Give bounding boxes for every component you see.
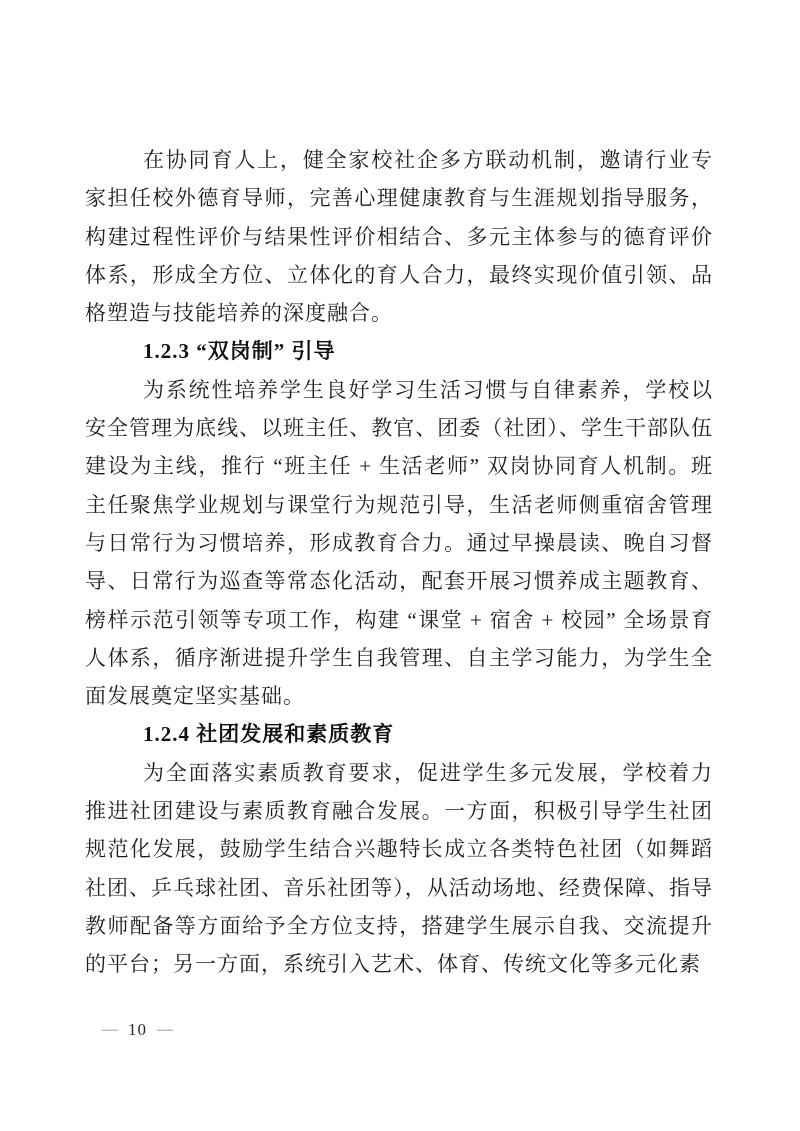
document-body bbox=[85, 141, 713, 984]
paragraph: 为系统性培养学生良好学习生活习惯与自律素养，学校以安全管理为底线、以班主任、教官、团委（社团）、学生干部队伍建设为主线，推行 “班主任 + 生活老师” 双岗协同育人机制。班主任聚焦学业规划与课堂行为规范引导，生活老师侧重宿舍管理与日常行为习惯培养，形成教育合力。通过早操晨读、晚自习督导、日常行为巡查等常态化活动，配套开展习惯养成主题教育、榜样示范引领等专项工作，构建 “课堂 + 宿舍 + 校园” 全场景育人体系，循序渐进提升学生自我管理、自主学习能力，为学生全面发展奠定坚实基础。 bbox=[85, 377, 713, 709]
section-heading-1-2-4: 1.2.4 社团发展和素质教育 bbox=[143, 722, 395, 747]
paragraph: 在协同育人上，健全家校社企多方联动机制，邀请行业专家担任校外德育导师，完善心理健康教育与生涯规划指导服务，构建过程性评价与结果性评价相结合、多元主体参与的德育评价体系，形成全方位、立体化的育人合力，最终实现价值引领、品格塑造与技能培养的深度融合。 bbox=[85, 148, 713, 326]
page-number: 10 bbox=[128, 1020, 147, 1039]
footer-dash-right: — bbox=[157, 1021, 173, 1038]
paragraph: 为全面落实素质教育要求，促进学生多元发展，学校着力推进社团建设与素质教育融合发展。一方面，积极引导学生社团规范化发展，鼓励学生结合兴趣特长成立各类特色社团（如舞蹈社团、乒乓球社团、音乐社团等），从活动场地、经费保障、指导教师配备等方面给予全方位支持，搭建学生展示自我、交流提升的平台；另一方面，系统引入艺术、体育、传统文化等多元化素 bbox=[85, 760, 713, 977]
section-heading-1-2-3: 1.2.3 “双岗制” 引导 bbox=[143, 339, 336, 364]
page-footer bbox=[102, 1019, 173, 1041]
footer-dash-left: — bbox=[102, 1021, 118, 1038]
